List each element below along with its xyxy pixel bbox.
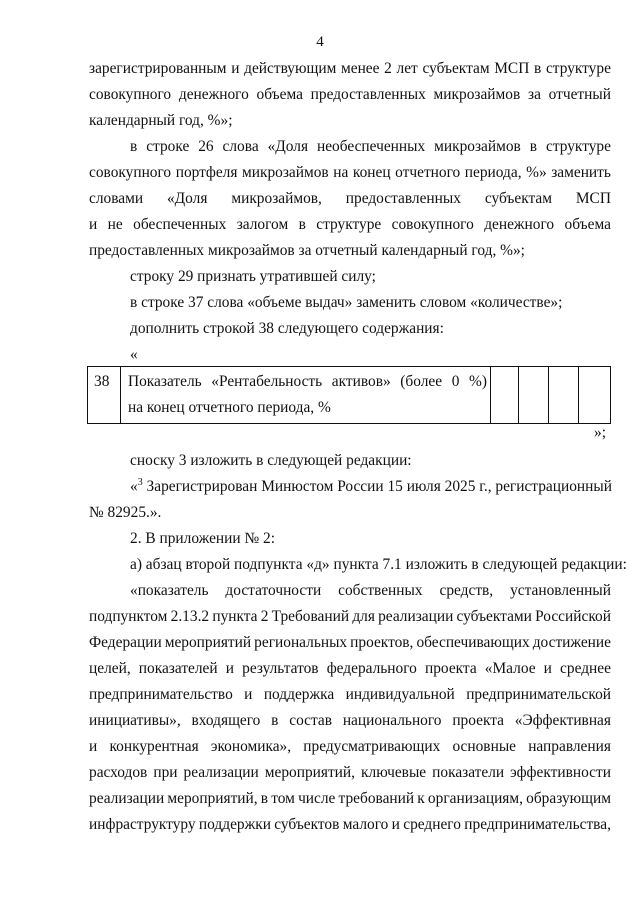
paragraph-line [89,190,611,208]
word: залогом [236,216,289,233]
amendment-line: дополнить строкой 38 следующего содержания: [130,320,444,337]
word: и [543,660,552,677]
word: ключевые [361,764,427,781]
word: «Доля [166,190,208,207]
word: целей, [89,660,131,677]
word: предоставленных [310,86,426,103]
word: структуре [316,216,382,233]
word: предпринимательской [466,686,611,703]
footnote-mark: 3 [137,477,143,488]
word: индивидуальной [345,686,455,703]
word: 2.13.2 [170,608,210,625]
word: малого [342,816,389,833]
amendment-line: а) абзац второй подпункта «д» пункта 7.1 изложить в следующей редакции: [130,556,627,573]
word: «Малое [484,660,536,677]
word: субъектов [274,816,340,833]
word: денежного [484,216,555,233]
word: проектов, [350,634,414,651]
word: обеспечивающих [416,634,530,651]
word: строке [146,138,190,155]
word: проекта [425,660,477,677]
word: Требований [271,608,350,625]
word: входящего [191,712,261,729]
amendment-line: в строке 37 слова «объеме выдач» заменить словом «количестве»; [130,294,563,311]
word: в [260,790,269,807]
word: субъектам [484,190,552,207]
word: %» [526,164,547,181]
word: реализации [89,790,165,807]
quote-line [89,712,611,730]
word: (более [400,373,443,390]
amendment-line: сноску 3 изложить в следующей редакции: [130,452,412,469]
word: пункта [212,608,258,625]
word: словами [89,190,144,207]
word: «Эффективная [514,712,611,729]
word: субъектам [422,60,490,77]
word: «Доля [267,138,309,155]
word: образующим [526,790,611,807]
quote-line [89,738,611,756]
paragraph-line: предоставленных микрозаймов за отчетный календарный год, %»; [89,242,525,259]
word: конкурентная [109,738,199,755]
word: структуре [545,60,611,77]
word: предусматривающих [303,738,441,755]
word: национального [342,712,442,729]
table-divider [490,367,491,423]
word: Федерации [89,634,162,651]
word: инициативы», [89,712,181,729]
word: поддержки [198,816,271,833]
word: мероприятий, [167,790,258,807]
word: в [298,216,306,233]
word: поддержка [263,686,335,703]
word: 2 [260,608,269,625]
word: микрозаймов [433,86,521,103]
word: денежного [178,86,249,103]
word: активов» [331,373,391,390]
word: и [89,738,98,755]
word: и [391,816,400,833]
word: собственных [338,582,423,599]
word: состав [289,712,333,729]
word: при [153,764,178,781]
word: федерального [326,660,417,677]
footnote-line: № 82925.». [89,504,162,521]
word: действующим [244,60,337,77]
word: направления [528,738,611,755]
word: МСП [575,190,611,207]
quote-line [89,790,611,808]
word: конец [352,164,391,181]
word: за [527,86,541,103]
word: %) [469,373,487,390]
word: Показатель [128,373,202,390]
word: менее [341,60,380,77]
paragraph-line [130,138,611,156]
quote-line [89,660,611,678]
word: 2 [384,60,392,77]
inserted-table-row [87,366,611,424]
close-quote: »; [594,424,606,441]
word: микрозаймов, [231,190,322,207]
word: проекта [452,712,504,729]
word: достаточности [225,582,322,599]
quote-line [130,582,611,600]
table-divider [548,367,549,423]
word: реализации [378,608,454,625]
word: подпунктом [89,608,168,625]
quote-line [89,634,611,652]
amendment-line: строку 29 признать утратившей силу; [130,268,376,285]
word: отчетного [395,164,461,181]
word: расходов [89,764,148,781]
word: Российской [535,608,611,625]
word: среднего [403,816,461,833]
word: микрозаймов [241,164,329,181]
word: отчетный [548,86,611,103]
word: в [130,138,138,155]
footnote-line: Зарегистрирован Минюстом России 15 июля 2025 г., регистрационный [142,478,612,495]
table-row-text: на конец отчетного периода, % [128,399,331,416]
word: среднее [560,660,611,677]
word: совокупного [391,216,474,233]
word: совокупного [89,164,172,181]
word: лет [396,60,418,77]
word: достижение [532,634,611,651]
word: объема [564,216,611,233]
word: инфраструктуру [89,816,196,833]
page-number: 4 [316,34,324,50]
table-divider [120,367,121,423]
word: мероприятий [164,634,252,651]
word: 26 [198,138,214,155]
word: «показатель [130,582,209,599]
table-divider [578,367,579,423]
word: на [333,164,349,181]
paragraph-line [89,60,611,78]
word: том [271,790,295,807]
table-divider [518,367,519,423]
word: обеспеченных [133,216,227,233]
open-quote: « [130,346,138,363]
word: предпринимательства, [464,816,611,833]
word: предоставленных [345,190,461,207]
word: не [107,216,123,233]
word: и [244,686,253,703]
word: предпринимательство [89,686,233,703]
table-row-number: 38 [94,373,110,390]
paragraph-line [89,216,611,234]
word: периода, [464,164,522,181]
word: и [89,216,98,233]
word: требований [338,790,415,807]
word: показателей [138,660,218,677]
quote-line [89,608,611,626]
word: субъектами [456,608,532,625]
word: показатели [432,764,505,781]
word: реализации [183,764,259,781]
word: в [529,138,538,155]
word: слова [222,138,259,155]
word: МСП [494,60,530,77]
footnote-open-quote: « [130,478,138,495]
word: к [417,790,425,807]
word: заменить [551,164,611,181]
word: в [271,712,279,729]
word: мероприятий, [264,764,356,781]
word: экономика», [210,738,292,755]
word: результатов [242,660,319,677]
paragraph-line [89,164,611,182]
word: и [231,60,240,77]
footnote-text [130,478,612,496]
word: установленный [510,582,611,599]
word: необеспеченных [316,138,426,155]
word: эффективности [510,764,611,781]
word: микрозаймов [434,138,521,155]
word: «Рентабельность [211,373,323,390]
word: основные [452,738,516,755]
word: региональных [254,634,348,651]
section-heading: 2. В приложении № 2: [130,530,275,547]
paragraph-line: календарный год, %»; [89,112,233,129]
word: числе [298,790,336,807]
word: объема [256,86,303,103]
word: и [225,660,234,677]
word: 0 [451,373,460,390]
word: совокупного [89,86,172,103]
word: средств, [439,582,494,599]
word: для [352,608,375,625]
paragraph-line [89,86,611,104]
word: в [534,60,542,77]
quote-line [89,816,611,834]
word: портфеля [175,164,238,181]
word: структуре [545,138,611,155]
quote-line [89,764,611,782]
quote-line [89,686,611,704]
word: зарегистрированным [89,60,227,77]
table-row-text [128,373,487,391]
word: организациям, [427,790,523,807]
